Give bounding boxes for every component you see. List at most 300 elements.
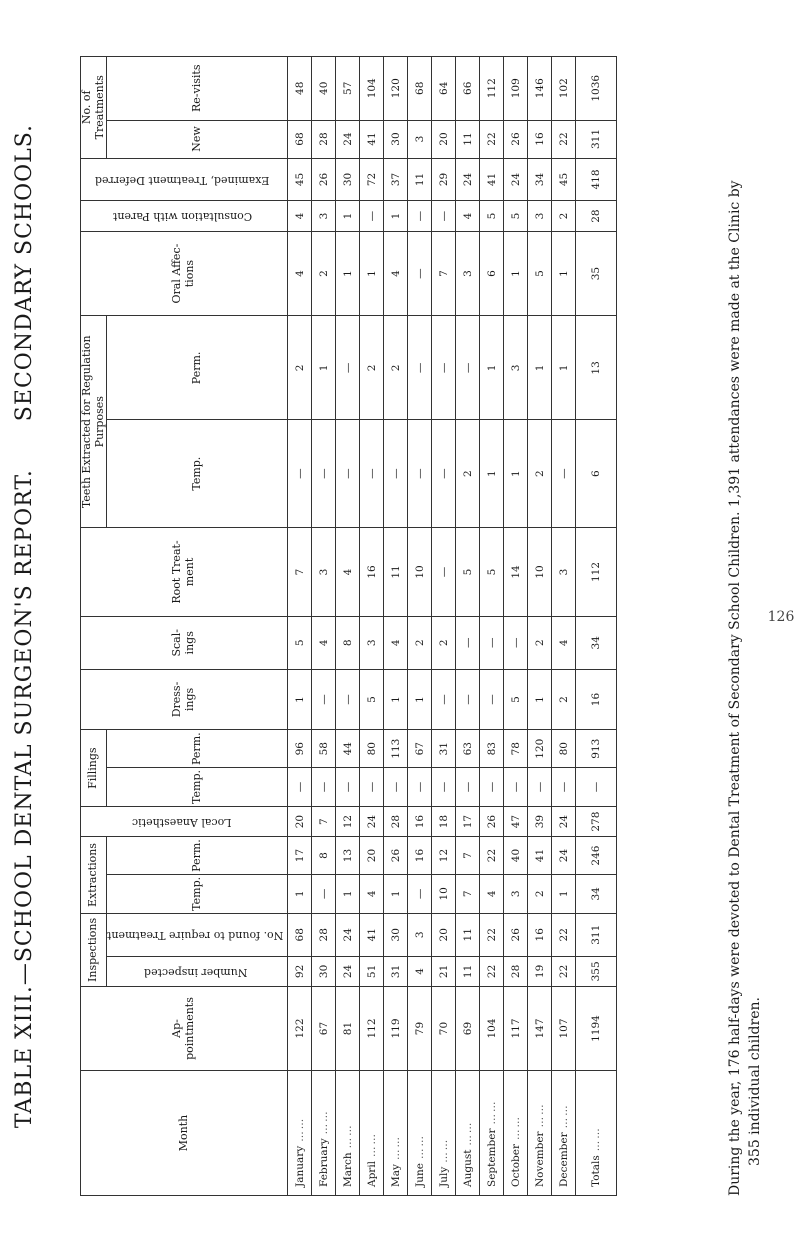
cell-oral: 5: [528, 231, 552, 316]
cell-new: 24: [336, 120, 360, 158]
cell-ext-temp: 4: [480, 874, 504, 913]
cell-oral: 1: [336, 231, 360, 316]
header-extractions: Extractions: [81, 837, 107, 914]
cell-ext-perm: 26: [384, 837, 408, 875]
header-number-inspected-text: Number inspected: [143, 965, 248, 979]
cell-dressings: —: [480, 669, 504, 730]
cell-local: 39: [528, 806, 552, 836]
total-local: 278: [576, 806, 617, 836]
month-label: November: [533, 1131, 546, 1187]
cell-reg-temp: —: [360, 420, 384, 528]
header-require-treatment: [107, 913, 288, 956]
cell-local: 20: [288, 806, 312, 836]
cell-fill-perm: 83: [480, 730, 504, 768]
total-ext-temp: 34: [576, 874, 617, 913]
cell-scalings: 4: [384, 616, 408, 669]
month-label: March: [341, 1152, 354, 1187]
month-cell: Totals……: [576, 1071, 617, 1196]
cell-ext-perm: 13: [336, 837, 360, 875]
total-deferred: 418: [576, 158, 617, 201]
cell-reg-temp: —: [408, 420, 432, 528]
table-row-may: [384, 57, 408, 1196]
total-dressings: 16: [576, 669, 617, 730]
table-row-january: [288, 57, 312, 1196]
cell-deferred: 26: [312, 158, 336, 201]
header-reg-perm: Perm.: [107, 316, 288, 420]
cell-consult: 5: [504, 201, 528, 231]
cell-scalings: 3: [360, 616, 384, 669]
cell-fill-temp: —: [408, 767, 432, 806]
total-require: 311: [576, 913, 617, 956]
cell-root: 5: [456, 528, 480, 617]
total-consult: 28: [576, 201, 617, 231]
header-number-inspected: [107, 956, 288, 986]
total-root: 112: [576, 528, 617, 617]
cell-new: 68: [288, 120, 312, 158]
cell-require: 11: [456, 913, 480, 956]
cell-appointments: 117: [504, 987, 528, 1071]
cell-consult: —: [432, 201, 456, 231]
header-scalings: Scal-ings: [81, 616, 288, 669]
cell-local: 18: [432, 806, 456, 836]
total-fill-perm: 913: [576, 730, 617, 768]
total-appointments: 1194: [576, 987, 617, 1071]
cell-inspected: 28: [504, 956, 528, 986]
cell-fill-temp: —: [528, 767, 552, 806]
cell-ext-temp: 1: [552, 874, 576, 913]
cell-dressings: 1: [288, 669, 312, 730]
cell-oral: 4: [384, 231, 408, 316]
cell-oral: 4: [288, 231, 312, 316]
header-no-of-treatments: No. of Treatments: [81, 57, 107, 159]
cell-require: 22: [480, 913, 504, 956]
cell-ext-temp: 1: [288, 874, 312, 913]
month-cell: April……: [360, 1071, 384, 1196]
header-consultation: [81, 201, 288, 231]
cell-scalings: 4: [312, 616, 336, 669]
cell-local: 17: [456, 806, 480, 836]
cell-fill-perm: 67: [408, 730, 432, 768]
cell-reg-perm: 1: [312, 316, 336, 420]
table-row-november: [528, 57, 552, 1196]
cell-scalings: 5: [288, 616, 312, 669]
cell-require: 3: [408, 913, 432, 956]
cell-scalings: 2: [432, 616, 456, 669]
header-examined-deferred-text: Examined, Treatment Deferred: [95, 173, 270, 187]
cell-new: 11: [456, 120, 480, 158]
cell-deferred: 34: [528, 158, 552, 201]
cell-ext-perm: 41: [528, 837, 552, 875]
cell-revisits: 68: [408, 57, 432, 121]
month-label: June: [413, 1163, 426, 1187]
cell-ext-perm: 17: [288, 837, 312, 875]
cell-root: 16: [360, 528, 384, 617]
cell-scalings: 2: [528, 616, 552, 669]
cell-dressings: —: [456, 669, 480, 730]
cell-require: 26: [504, 913, 528, 956]
cell-ext-perm: 24: [552, 837, 576, 875]
cell-dressings: 1: [384, 669, 408, 730]
header-fill-perm: Perm.: [107, 730, 288, 768]
header-dressings: Dress-ings: [81, 669, 288, 730]
header-examined-deferred: [81, 158, 288, 201]
cell-appointments: 147: [528, 987, 552, 1071]
cell-consult: 4: [456, 201, 480, 231]
header-fillings: Fillings: [81, 730, 107, 807]
cell-inspected: 11: [456, 956, 480, 986]
cell-local: 12: [336, 806, 360, 836]
cell-ext-temp: 4: [360, 874, 384, 913]
header-inspections: Inspections: [81, 913, 107, 986]
cell-consult: 5: [480, 201, 504, 231]
cell-reg-temp: —: [432, 420, 456, 528]
cell-appointments: 119: [384, 987, 408, 1071]
cell-ext-perm: 20: [360, 837, 384, 875]
cell-consult: —: [408, 201, 432, 231]
cell-revisits: 57: [336, 57, 360, 121]
cell-new: 16: [528, 120, 552, 158]
cell-new: 20: [432, 120, 456, 158]
cell-oral: 3: [456, 231, 480, 316]
cell-revisits: 104: [360, 57, 384, 121]
section-title: SECONDARY SCHOOLS.: [12, 123, 37, 422]
cell-reg-temp: —: [288, 420, 312, 528]
header-month: Month: [81, 1071, 288, 1196]
footnote: [725, 56, 766, 1196]
cell-fill-perm: 120: [528, 730, 552, 768]
table-title: TABLE XIII.—SCHOOL DENTAL SURGEON'S REPORT.: [12, 469, 37, 1129]
month-cell: July……: [432, 1071, 456, 1196]
cell-appointments: 112: [360, 987, 384, 1071]
header-consultation-text: Consultation with Parent: [112, 210, 252, 224]
cell-ext-temp: —: [312, 874, 336, 913]
cell-require: 20: [432, 913, 456, 956]
total-new: 311: [576, 120, 617, 158]
month-cell: January……: [288, 1071, 312, 1196]
cell-dressings: 2: [552, 669, 576, 730]
cell-fill-perm: 96: [288, 730, 312, 768]
cell-deferred: 45: [288, 158, 312, 201]
month-cell: May……: [384, 1071, 408, 1196]
cell-deferred: 24: [456, 158, 480, 201]
cell-appointments: 107: [552, 987, 576, 1071]
cell-reg-temp: 2: [456, 420, 480, 528]
cell-inspected: 4: [408, 956, 432, 986]
cell-reg-perm: —: [408, 316, 432, 420]
month-cell: August……: [456, 1071, 480, 1196]
header-reg-temp: Temp.: [107, 420, 288, 528]
table-row-august: [456, 57, 480, 1196]
cell-reg-temp: —: [336, 420, 360, 528]
cell-reg-temp: 1: [480, 420, 504, 528]
cell-fill-perm: 58: [312, 730, 336, 768]
table-row-march: [336, 57, 360, 1196]
cell-consult: 2: [552, 201, 576, 231]
footnote-line-1: During the year, 176 half-days were devoted to Dental Treatment of Secondary School Children. 1,391 attendances were made at the Clinic by: [727, 180, 743, 1196]
cell-reg-perm: 1: [480, 316, 504, 420]
cell-appointments: 122: [288, 987, 312, 1071]
cell-dressings: 5: [360, 669, 384, 730]
cell-fill-temp: —: [312, 767, 336, 806]
header-local-anaesthetic-text: Local Anaesthetic: [132, 815, 232, 829]
cell-inspected: 30: [312, 956, 336, 986]
month-cell: November……: [528, 1071, 552, 1196]
cell-root: 10: [528, 528, 552, 617]
cell-consult: 1: [336, 201, 360, 231]
total-oral: 35: [576, 231, 617, 316]
cell-root: 3: [312, 528, 336, 617]
cell-scalings: —: [456, 616, 480, 669]
header-new: New: [107, 120, 288, 158]
cell-oral: 1: [360, 231, 384, 316]
cell-ext-temp: 2: [528, 874, 552, 913]
cell-ext-perm: 12: [432, 837, 456, 875]
cell-local: 24: [552, 806, 576, 836]
cell-deferred: 29: [432, 158, 456, 201]
month-label: September: [485, 1128, 498, 1187]
cell-appointments: 70: [432, 987, 456, 1071]
cell-deferred: 24: [504, 158, 528, 201]
month-label: October: [509, 1144, 522, 1187]
total-ext-perm: 246: [576, 837, 617, 875]
month-label: July: [437, 1166, 450, 1187]
table-body: [288, 57, 617, 1196]
cell-deferred: 11: [408, 158, 432, 201]
cell-ext-perm: 22: [480, 837, 504, 875]
cell-oral: 1: [504, 231, 528, 316]
cell-fill-temp: —: [360, 767, 384, 806]
cell-fill-perm: 63: [456, 730, 480, 768]
cell-ext-temp: 1: [336, 874, 360, 913]
month-label: May: [389, 1164, 402, 1187]
cell-fill-temp: —: [384, 767, 408, 806]
cell-scalings: —: [480, 616, 504, 669]
cell-oral: 6: [480, 231, 504, 316]
cell-root: 7: [288, 528, 312, 617]
header-oral-affections: Oral Affec-tions: [81, 231, 288, 316]
cell-reg-temp: —: [384, 420, 408, 528]
cell-dressings: 1: [408, 669, 432, 730]
header-local-anaesthetic: [81, 806, 288, 836]
cell-reg-perm: 3: [504, 316, 528, 420]
month-label: February: [317, 1138, 330, 1187]
cell-revisits: 40: [312, 57, 336, 121]
month-label: August: [461, 1149, 474, 1187]
cell-local: 24: [360, 806, 384, 836]
totals-label: Totals: [590, 1155, 603, 1187]
cell-deferred: 30: [336, 158, 360, 201]
total-inspected: 355: [576, 956, 617, 986]
cell-reg-perm: 1: [528, 316, 552, 420]
cell-require: 30: [384, 913, 408, 956]
cell-reg-perm: —: [456, 316, 480, 420]
cell-fill-perm: 80: [360, 730, 384, 768]
cell-deferred: 45: [552, 158, 576, 201]
table-row-february: [312, 57, 336, 1196]
cell-reg-temp: —: [552, 420, 576, 528]
cell-consult: 3: [528, 201, 552, 231]
cell-fill-temp: —: [552, 767, 576, 806]
cell-appointments: 104: [480, 987, 504, 1071]
table-row-totals: [576, 57, 617, 1196]
cell-root: 4: [336, 528, 360, 617]
cell-fill-temp: —: [456, 767, 480, 806]
cell-ext-temp: 3: [504, 874, 528, 913]
cell-oral: 1: [552, 231, 576, 316]
cell-require: 16: [528, 913, 552, 956]
footnote-line-2: 355 individual children.: [747, 997, 764, 1166]
cell-ext-temp: 10: [432, 874, 456, 913]
table-row-september: [480, 57, 504, 1196]
cell-ext-temp: 1: [384, 874, 408, 913]
cell-ext-temp: —: [408, 874, 432, 913]
cell-new: 22: [552, 120, 576, 158]
cell-local: 28: [384, 806, 408, 836]
cell-new: 22: [480, 120, 504, 158]
cell-consult: 4: [288, 201, 312, 231]
cell-reg-perm: 2: [288, 316, 312, 420]
cell-local: 16: [408, 806, 432, 836]
cell-root: 3: [552, 528, 576, 617]
table-row-june: [408, 57, 432, 1196]
dental-report-table: [80, 56, 617, 1196]
cell-ext-temp: 7: [456, 874, 480, 913]
cell-dressings: 5: [504, 669, 528, 730]
header-ext-temp: Temp.: [107, 874, 288, 913]
cell-inspected: 19: [528, 956, 552, 986]
cell-local: 47: [504, 806, 528, 836]
cell-revisits: 146: [528, 57, 552, 121]
cell-oral: 2: [312, 231, 336, 316]
cell-deferred: 37: [384, 158, 408, 201]
cell-new: 30: [384, 120, 408, 158]
total-reg-temp: 6: [576, 420, 617, 528]
header-revisits: Re-visits: [107, 57, 288, 121]
cell-revisits: 120: [384, 57, 408, 121]
cell-reg-perm: —: [336, 316, 360, 420]
cell-reg-perm: 2: [384, 316, 408, 420]
cell-fill-perm: 78: [504, 730, 528, 768]
cell-deferred: 72: [360, 158, 384, 201]
cell-ext-perm: 16: [408, 837, 432, 875]
cell-scalings: 4: [552, 616, 576, 669]
cell-consult: —: [360, 201, 384, 231]
cell-new: 26: [504, 120, 528, 158]
cell-reg-temp: —: [312, 420, 336, 528]
cell-reg-perm: —: [432, 316, 456, 420]
cell-inspected: 51: [360, 956, 384, 986]
cell-root: —: [432, 528, 456, 617]
cell-require: 28: [312, 913, 336, 956]
cell-fill-temp: —: [480, 767, 504, 806]
cell-fill-temp: —: [336, 767, 360, 806]
cell-fill-perm: 80: [552, 730, 576, 768]
table-row-april: [360, 57, 384, 1196]
header-fill-temp: Temp.: [107, 767, 288, 806]
header-require-treatment-text: No. found to require Treatment: [107, 929, 284, 943]
total-scalings: 34: [576, 616, 617, 669]
cell-inspected: 24: [336, 956, 360, 986]
cell-new: 3: [408, 120, 432, 158]
header-appointments: Ap-pointments: [81, 987, 288, 1071]
cell-require: 68: [288, 913, 312, 956]
cell-appointments: 81: [336, 987, 360, 1071]
cell-oral: 7: [432, 231, 456, 316]
cell-scalings: 8: [336, 616, 360, 669]
cell-local: 26: [480, 806, 504, 836]
cell-fill-perm: 44: [336, 730, 360, 768]
cell-fill-temp: —: [432, 767, 456, 806]
month-cell: March……: [336, 1071, 360, 1196]
cell-inspected: 21: [432, 956, 456, 986]
header-teeth-extracted-regulation: Teeth Extracted for Regulation Purposes: [81, 316, 107, 528]
header-root-treatment: Root Treat-ment: [81, 528, 288, 617]
cell-scalings: 2: [408, 616, 432, 669]
cell-fill-temp: —: [288, 767, 312, 806]
cell-fill-perm: 31: [432, 730, 456, 768]
cell-inspected: 22: [552, 956, 576, 986]
cell-revisits: 66: [456, 57, 480, 121]
cell-local: 7: [312, 806, 336, 836]
cell-consult: 3: [312, 201, 336, 231]
cell-ext-perm: 7: [456, 837, 480, 875]
total-reg-perm: 13: [576, 316, 617, 420]
cell-appointments: 69: [456, 987, 480, 1071]
cell-new: 28: [312, 120, 336, 158]
cell-root: 14: [504, 528, 528, 617]
cell-ext-perm: 8: [312, 837, 336, 875]
cell-dressings: —: [432, 669, 456, 730]
cell-new: 41: [360, 120, 384, 158]
cell-revisits: 64: [432, 57, 456, 121]
cell-inspected: 92: [288, 956, 312, 986]
cell-revisits: 109: [504, 57, 528, 121]
cell-root: 10: [408, 528, 432, 617]
cell-dressings: —: [312, 669, 336, 730]
cell-revisits: 48: [288, 57, 312, 121]
month-cell: September……: [480, 1071, 504, 1196]
cell-root: 5: [480, 528, 504, 617]
cell-reg-temp: 2: [528, 420, 552, 528]
month-cell: December……: [552, 1071, 576, 1196]
cell-require: 22: [552, 913, 576, 956]
cell-dressings: 1: [528, 669, 552, 730]
cell-inspected: 22: [480, 956, 504, 986]
cell-oral: —: [408, 231, 432, 316]
cell-require: 41: [360, 913, 384, 956]
table-row-october: [504, 57, 528, 1196]
cell-deferred: 41: [480, 158, 504, 201]
page-title: [12, 56, 37, 1196]
cell-dressings: —: [336, 669, 360, 730]
cell-inspected: 31: [384, 956, 408, 986]
cell-ext-perm: 40: [504, 837, 528, 875]
month-cell: June……: [408, 1071, 432, 1196]
month-label: April: [365, 1160, 378, 1187]
cell-revisits: 102: [552, 57, 576, 121]
month-label: January: [293, 1145, 306, 1187]
month-cell: February……: [312, 1071, 336, 1196]
cell-fill-temp: —: [504, 767, 528, 806]
cell-scalings: —: [504, 616, 528, 669]
table-header: [81, 57, 288, 1196]
table-row-december: [552, 57, 576, 1196]
cell-reg-perm: 1: [552, 316, 576, 420]
cell-consult: 1: [384, 201, 408, 231]
cell-reg-perm: 2: [360, 316, 384, 420]
cell-revisits: 112: [480, 57, 504, 121]
cell-fill-perm: 113: [384, 730, 408, 768]
